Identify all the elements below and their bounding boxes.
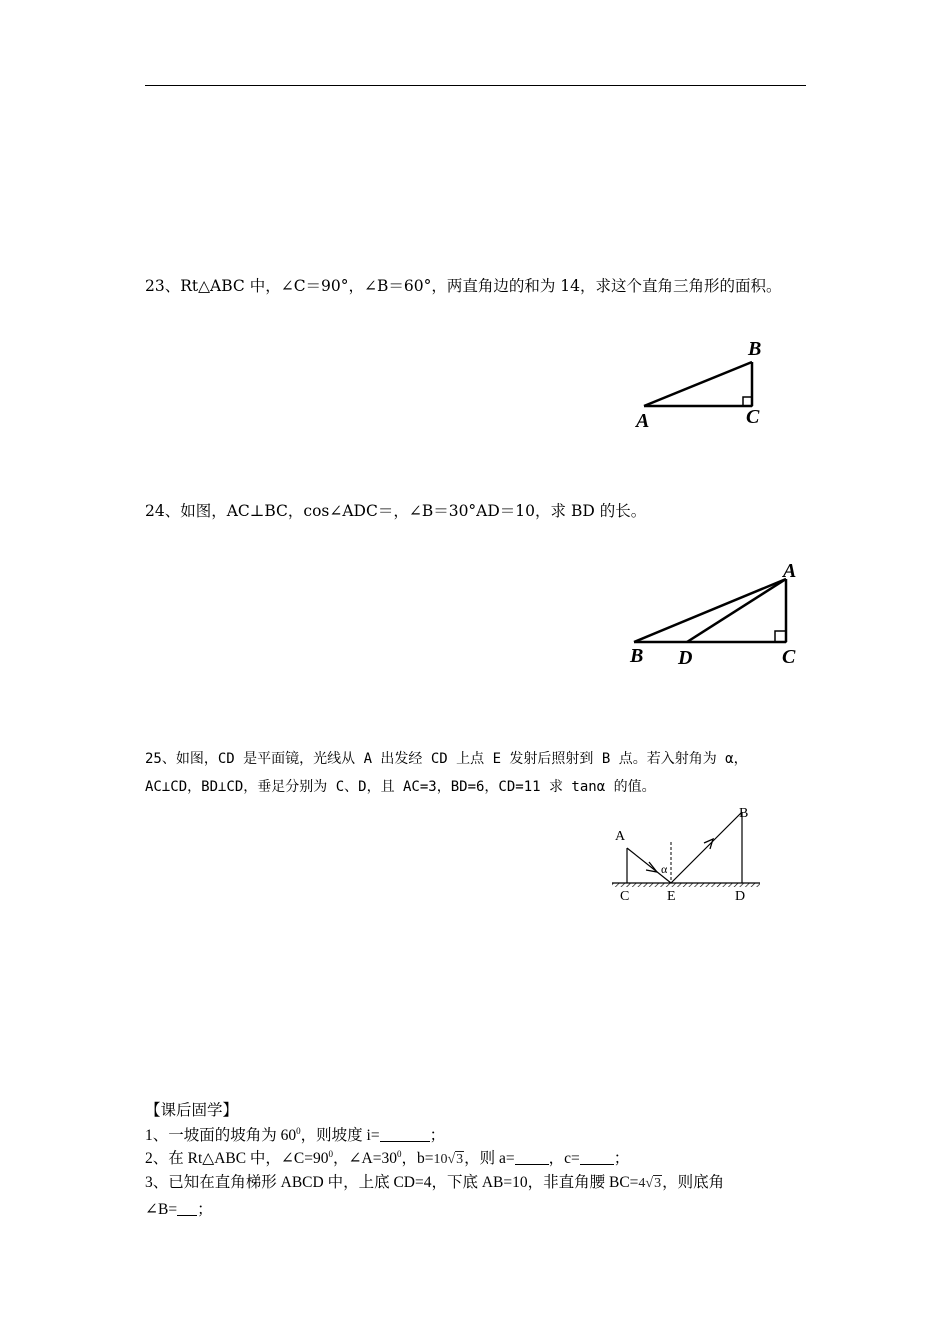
reflected-arrow — [704, 839, 713, 849]
vertex-label-b: B — [748, 338, 762, 360]
figure-25-mirror — [600, 800, 775, 910]
header-rule — [145, 85, 806, 86]
figure-24-triangle — [625, 555, 815, 680]
label-d: D — [735, 889, 746, 904]
homework-item-3-line2: ∠B= ； — [145, 1201, 213, 1218]
homework-item-1: 1、一坡面的坡角为 $60^0$，则坡度 i= ； — [145, 1126, 446, 1144]
vertex-label-a: A — [636, 410, 650, 432]
right-angle-mark — [743, 397, 752, 406]
vertex-label-c: C — [782, 646, 796, 668]
label-e: E — [667, 889, 676, 904]
question-23-text: 23、Rt△ABC 中，∠C＝90°，∠B＝60°，两直角边的和为 14，求这个直角三角形的面积。 — [145, 277, 782, 295]
label-c: C — [620, 889, 630, 904]
question-24-text: 24、如图，AC⊥BC，cos∠ADC＝，∠B＝30°AD＝10，求 BD 的长。 — [145, 502, 647, 520]
label-b: B — [739, 806, 749, 821]
homework-item-2: 2、在 Rt△ABC 中，$\angle C=90^0$，$\angle A=30^0$，b=10√3，则 a= ，c= ； — [145, 1149, 630, 1167]
radical-10-sqrt3: 10√3 — [433, 1152, 464, 1167]
answer-blank-b[interactable] — [177, 1201, 197, 1216]
vertex-label-b: B — [630, 645, 644, 667]
right-angle-mark — [775, 631, 786, 642]
answer-blank-a[interactable] — [515, 1150, 549, 1165]
reflected-ray — [671, 812, 742, 883]
radical-4-sqrt3: 4√3 — [638, 1176, 662, 1191]
edge-ab — [634, 579, 786, 642]
mirror-hatch — [612, 883, 760, 887]
label-alpha: α — [661, 862, 668, 876]
answer-blank-c[interactable] — [580, 1150, 614, 1165]
homework-title: 【课后固学】 — [145, 1102, 239, 1119]
edge-ad — [687, 579, 786, 642]
homework-item-3: 3、已知在直角梯形 ABCD 中，上底 CD=4，下底 AB=10，非直角腰 BC=4√3，则底角 — [145, 1174, 725, 1191]
vertex-label-d: D — [678, 647, 693, 669]
vertex-label-a: A — [783, 560, 797, 582]
question-25-line2: AC⊥CD，BD⊥CD，垂足分别为 C、D，且 AC=3，BD=6，CD=11 求 tanα 的值。 — [145, 779, 656, 795]
question-25-line1: 25、如图，CD 是平面镜，光线从 A 出发经 CD 上点 E 发射后照射到 B 点。若入射角为 α， — [145, 751, 748, 767]
figure-23-triangle — [630, 335, 780, 435]
label-a: A — [615, 829, 626, 844]
edge-ab — [644, 362, 752, 406]
answer-blank[interactable] — [380, 1127, 430, 1142]
vertex-label-c: C — [746, 406, 760, 428]
